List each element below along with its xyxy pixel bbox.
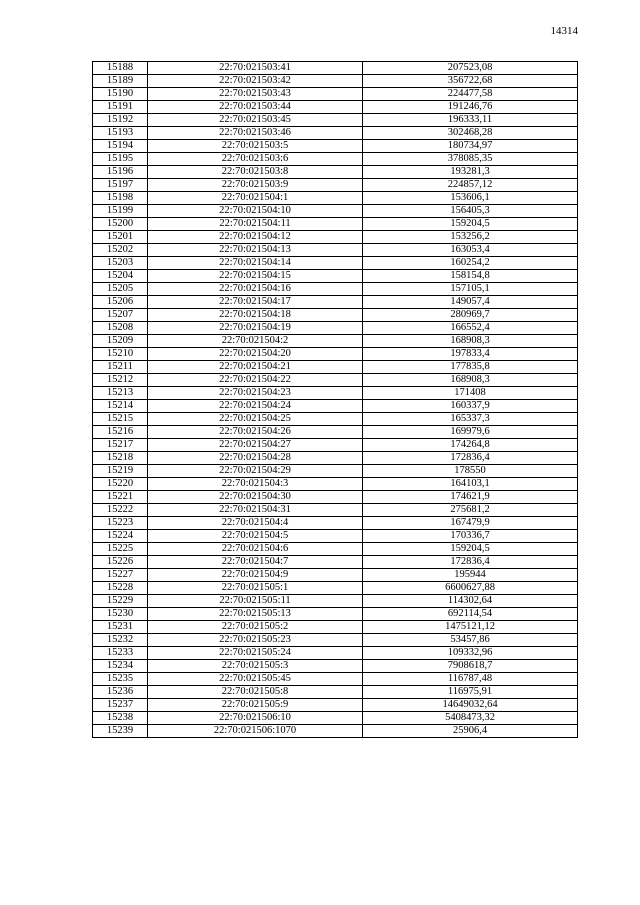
cadastral-number-cell: 22:70:021504:12 (148, 231, 363, 244)
page-number: 14314 (550, 25, 578, 37)
cadastral-number-cell: 22:70:021505:3 (148, 660, 363, 673)
table-row (93, 491, 578, 504)
row-number-cell: 15237 (93, 699, 148, 712)
row-number-cell: 15225 (93, 543, 148, 556)
row-number-cell: 15231 (93, 621, 148, 634)
cadastral-value-cell: 159204,5 (363, 218, 578, 231)
cadastral-value-cell: 168908,3 (363, 374, 578, 387)
table-row (93, 153, 578, 166)
row-number-cell: 15213 (93, 387, 148, 400)
table-row (93, 452, 578, 465)
cadastral-number-cell: 22:70:021504:13 (148, 244, 363, 257)
cadastral-value-cell: 53457,86 (363, 634, 578, 647)
cadastral-number-cell: 22:70:021503:45 (148, 114, 363, 127)
table-row (93, 192, 578, 205)
cadastral-number-cell: 22:70:021505:1 (148, 582, 363, 595)
cadastral-value-cell: 280969,7 (363, 309, 578, 322)
row-number-cell: 15209 (93, 335, 148, 348)
table-row (93, 231, 578, 244)
table-row (93, 335, 578, 348)
table-row (93, 205, 578, 218)
row-number-cell: 15239 (93, 725, 148, 738)
cadastral-value-cell: 6600627,88 (363, 582, 578, 595)
row-number-cell: 15191 (93, 101, 148, 114)
table-row (93, 374, 578, 387)
cadastral-value-cell: 172836,4 (363, 452, 578, 465)
cadastral-value-cell: 171408 (363, 387, 578, 400)
cadastral-value-cell: 164103,1 (363, 478, 578, 491)
cadastral-number-cell: 22:70:021503:5 (148, 140, 363, 153)
table-row (93, 309, 578, 322)
table-body (93, 62, 578, 738)
row-number-cell: 15206 (93, 296, 148, 309)
cadastral-number-cell: 22:70:021504:24 (148, 400, 363, 413)
row-number-cell: 15193 (93, 127, 148, 140)
cadastral-value-cell: 174621,9 (363, 491, 578, 504)
cadastral-number-cell: 22:70:021504:9 (148, 569, 363, 582)
cadastral-number-cell: 22:70:021503:6 (148, 153, 363, 166)
cadastral-value-cell: 157105,1 (363, 283, 578, 296)
table-row (93, 283, 578, 296)
cadastral-number-cell: 22:70:021505:11 (148, 595, 363, 608)
row-number-cell: 15218 (93, 452, 148, 465)
cadastral-number-cell: 22:70:021505:45 (148, 673, 363, 686)
table-row (93, 621, 578, 634)
table-row (93, 140, 578, 153)
cadastral-number-cell: 22:70:021504:28 (148, 452, 363, 465)
table-row (93, 179, 578, 192)
cadastral-number-cell: 22:70:021504:22 (148, 374, 363, 387)
cadastral-value-cell: 177835,8 (363, 361, 578, 374)
table-row (93, 660, 578, 673)
cadastral-value-cell: 692114,54 (363, 608, 578, 621)
row-number-cell: 15205 (93, 283, 148, 296)
table-row (93, 712, 578, 725)
cadastral-value-cell: 7908618,7 (363, 660, 578, 673)
cadastral-number-cell: 22:70:021506:10 (148, 712, 363, 725)
row-number-cell: 15229 (93, 595, 148, 608)
table-row (93, 88, 578, 101)
cadastral-value-cell: 196333,11 (363, 114, 578, 127)
table-row (93, 465, 578, 478)
table-row (93, 582, 578, 595)
cadastral-value-cell: 195944 (363, 569, 578, 582)
table-row (93, 400, 578, 413)
cadastral-number-cell: 22:70:021505:13 (148, 608, 363, 621)
cadastral-value-cell: 170336,7 (363, 530, 578, 543)
cadastral-number-cell: 22:70:021503:46 (148, 127, 363, 140)
row-number-cell: 15188 (93, 62, 148, 75)
cadastral-value-cell: 169979,6 (363, 426, 578, 439)
cadastral-number-cell: 22:70:021504:5 (148, 530, 363, 543)
table-row (93, 439, 578, 452)
row-number-cell: 15227 (93, 569, 148, 582)
row-number-cell: 15208 (93, 322, 148, 335)
cadastral-value-cell: 378085,35 (363, 153, 578, 166)
row-number-cell: 15214 (93, 400, 148, 413)
table-row (93, 62, 578, 75)
row-number-cell: 15235 (93, 673, 148, 686)
cadastral-number-cell: 22:70:021504:18 (148, 309, 363, 322)
cadastral-number-cell: 22:70:021503:8 (148, 166, 363, 179)
table-row (93, 595, 578, 608)
cadastral-number-cell: 22:70:021503:43 (148, 88, 363, 101)
table-row (93, 127, 578, 140)
row-number-cell: 15226 (93, 556, 148, 569)
cadastral-number-cell: 22:70:021504:19 (148, 322, 363, 335)
cadastral-value-cell: 193281,3 (363, 166, 578, 179)
table-row (93, 569, 578, 582)
cadastral-number-cell: 22:70:021505:8 (148, 686, 363, 699)
table-row (93, 647, 578, 660)
row-number-cell: 15203 (93, 257, 148, 270)
cadastral-number-cell: 22:70:021504:3 (148, 478, 363, 491)
table-row (93, 426, 578, 439)
cadastral-value-cell: 275681,2 (363, 504, 578, 517)
table-row (93, 75, 578, 88)
table-row (93, 543, 578, 556)
table-row (93, 478, 578, 491)
cadastral-number-cell: 22:70:021504:25 (148, 413, 363, 426)
table-row (93, 257, 578, 270)
cadastral-number-cell: 22:70:021505:2 (148, 621, 363, 634)
cadastral-value-cell: 356722,68 (363, 75, 578, 88)
cadastral-number-cell: 22:70:021504:15 (148, 270, 363, 283)
cadastral-number-cell: 22:70:021504:23 (148, 387, 363, 400)
table-row (93, 348, 578, 361)
row-number-cell: 15234 (93, 660, 148, 673)
row-number-cell: 15215 (93, 413, 148, 426)
table-row (93, 673, 578, 686)
table-row (93, 504, 578, 517)
row-number-cell: 15232 (93, 634, 148, 647)
cadastral-value-cell: 163053,4 (363, 244, 578, 257)
cadastral-value-cell: 1475121,12 (363, 621, 578, 634)
cadastral-value-cell: 178550 (363, 465, 578, 478)
cadastral-value-cell: 166552,4 (363, 322, 578, 335)
cadastral-number-cell: 22:70:021504:6 (148, 543, 363, 556)
cadastral-number-cell: 22:70:021503:42 (148, 75, 363, 88)
row-number-cell: 15201 (93, 231, 148, 244)
cadastral-value-cell: 224857,12 (363, 179, 578, 192)
cadastral-value-cell: 116787,48 (363, 673, 578, 686)
row-number-cell: 15207 (93, 309, 148, 322)
cadastral-value-cell: 302468,28 (363, 127, 578, 140)
row-number-cell: 15194 (93, 140, 148, 153)
row-number-cell: 15223 (93, 517, 148, 530)
cadastral-value-cell: 153256,2 (363, 231, 578, 244)
cadastral-value-cell: 5408473,32 (363, 712, 578, 725)
cadastral-number-cell: 22:70:021504:2 (148, 335, 363, 348)
row-number-cell: 15220 (93, 478, 148, 491)
cadastral-value-cell: 197833,4 (363, 348, 578, 361)
row-number-cell: 15199 (93, 205, 148, 218)
row-number-cell: 15210 (93, 348, 148, 361)
row-number-cell: 15192 (93, 114, 148, 127)
table-row (93, 114, 578, 127)
cadastral-value-cell: 168908,3 (363, 335, 578, 348)
cadastral-number-cell: 22:70:021504:31 (148, 504, 363, 517)
cadastral-value-cell: 158154,8 (363, 270, 578, 283)
cadastral-value-cell: 165337,3 (363, 413, 578, 426)
cadastral-number-cell: 22:70:021503:41 (148, 62, 363, 75)
table-row (93, 699, 578, 712)
cadastral-value-cell: 207523,08 (363, 62, 578, 75)
row-number-cell: 15219 (93, 465, 148, 478)
cadastral-number-cell: 22:70:021504:20 (148, 348, 363, 361)
table-row (93, 166, 578, 179)
row-number-cell: 15233 (93, 647, 148, 660)
row-number-cell: 15200 (93, 218, 148, 231)
table-row (93, 244, 578, 257)
cadastral-value-cell: 167479,9 (363, 517, 578, 530)
cadastral-number-cell: 22:70:021505:23 (148, 634, 363, 647)
cadastral-value-cell: 172836,4 (363, 556, 578, 569)
cadastral-number-cell: 22:70:021504:11 (148, 218, 363, 231)
cadastral-number-cell: 22:70:021503:44 (148, 101, 363, 114)
cadastral-number-cell: 22:70:021506:1070 (148, 725, 363, 738)
table-row (93, 725, 578, 738)
row-number-cell: 15195 (93, 153, 148, 166)
table-row (93, 517, 578, 530)
table-row (93, 413, 578, 426)
cadastral-value-cell: 116975,91 (363, 686, 578, 699)
row-number-cell: 15230 (93, 608, 148, 621)
cadastral-number-cell: 22:70:021504:29 (148, 465, 363, 478)
row-number-cell: 15212 (93, 374, 148, 387)
table-row (93, 608, 578, 621)
cadastral-number-cell: 22:70:021503:9 (148, 179, 363, 192)
cadastral-value-cell: 159204,5 (363, 543, 578, 556)
row-number-cell: 15224 (93, 530, 148, 543)
cadastral-number-cell: 22:70:021504:21 (148, 361, 363, 374)
table-row (93, 296, 578, 309)
cadastral-number-cell: 22:70:021504:30 (148, 491, 363, 504)
cadastral-value-cell: 180734,97 (363, 140, 578, 153)
cadastral-number-cell: 22:70:021504:14 (148, 257, 363, 270)
cadastral-value-cell: 114302,64 (363, 595, 578, 608)
cadastral-number-cell: 22:70:021505:24 (148, 647, 363, 660)
cadastral-number-cell: 22:70:021504:17 (148, 296, 363, 309)
row-number-cell: 15202 (93, 244, 148, 257)
row-number-cell: 15217 (93, 439, 148, 452)
table-row (93, 322, 578, 335)
cadastral-value-cell: 14649032,64 (363, 699, 578, 712)
row-number-cell: 15189 (93, 75, 148, 88)
row-number-cell: 15204 (93, 270, 148, 283)
cadastral-value-cell: 149057,4 (363, 296, 578, 309)
row-number-cell: 15211 (93, 361, 148, 374)
table-row (93, 686, 578, 699)
cadastral-value-cell: 191246,76 (363, 101, 578, 114)
cadastral-value-cell: 25906,4 (363, 725, 578, 738)
table-row (93, 387, 578, 400)
cadastral-number-cell: 22:70:021504:1 (148, 192, 363, 205)
row-number-cell: 15196 (93, 166, 148, 179)
row-number-cell: 15221 (93, 491, 148, 504)
cadastral-value-cell: 224477,58 (363, 88, 578, 101)
cadastral-number-cell: 22:70:021504:16 (148, 283, 363, 296)
cadastral-value-cell: 160337,9 (363, 400, 578, 413)
cadastral-number-cell: 22:70:021505:9 (148, 699, 363, 712)
cadastral-value-table (92, 61, 578, 738)
table-row (93, 530, 578, 543)
row-number-cell: 15236 (93, 686, 148, 699)
cadastral-value-cell: 174264,8 (363, 439, 578, 452)
cadastral-number-cell: 22:70:021504:27 (148, 439, 363, 452)
row-number-cell: 15197 (93, 179, 148, 192)
cadastral-number-cell: 22:70:021504:10 (148, 205, 363, 218)
cadastral-number-cell: 22:70:021504:26 (148, 426, 363, 439)
table-row (93, 101, 578, 114)
cadastral-value-cell: 109332,96 (363, 647, 578, 660)
cadastral-number-cell: 22:70:021504:7 (148, 556, 363, 569)
cadastral-number-cell: 22:70:021504:4 (148, 517, 363, 530)
cadastral-value-cell: 153606,1 (363, 192, 578, 205)
row-number-cell: 15228 (93, 582, 148, 595)
table-row (93, 556, 578, 569)
row-number-cell: 15222 (93, 504, 148, 517)
row-number-cell: 15238 (93, 712, 148, 725)
table-row (93, 270, 578, 283)
row-number-cell: 15216 (93, 426, 148, 439)
cadastral-value-cell: 156405,3 (363, 205, 578, 218)
table-row (93, 634, 578, 647)
table-row (93, 361, 578, 374)
row-number-cell: 15198 (93, 192, 148, 205)
row-number-cell: 15190 (93, 88, 148, 101)
cadastral-value-cell: 160254,2 (363, 257, 578, 270)
table-row (93, 218, 578, 231)
